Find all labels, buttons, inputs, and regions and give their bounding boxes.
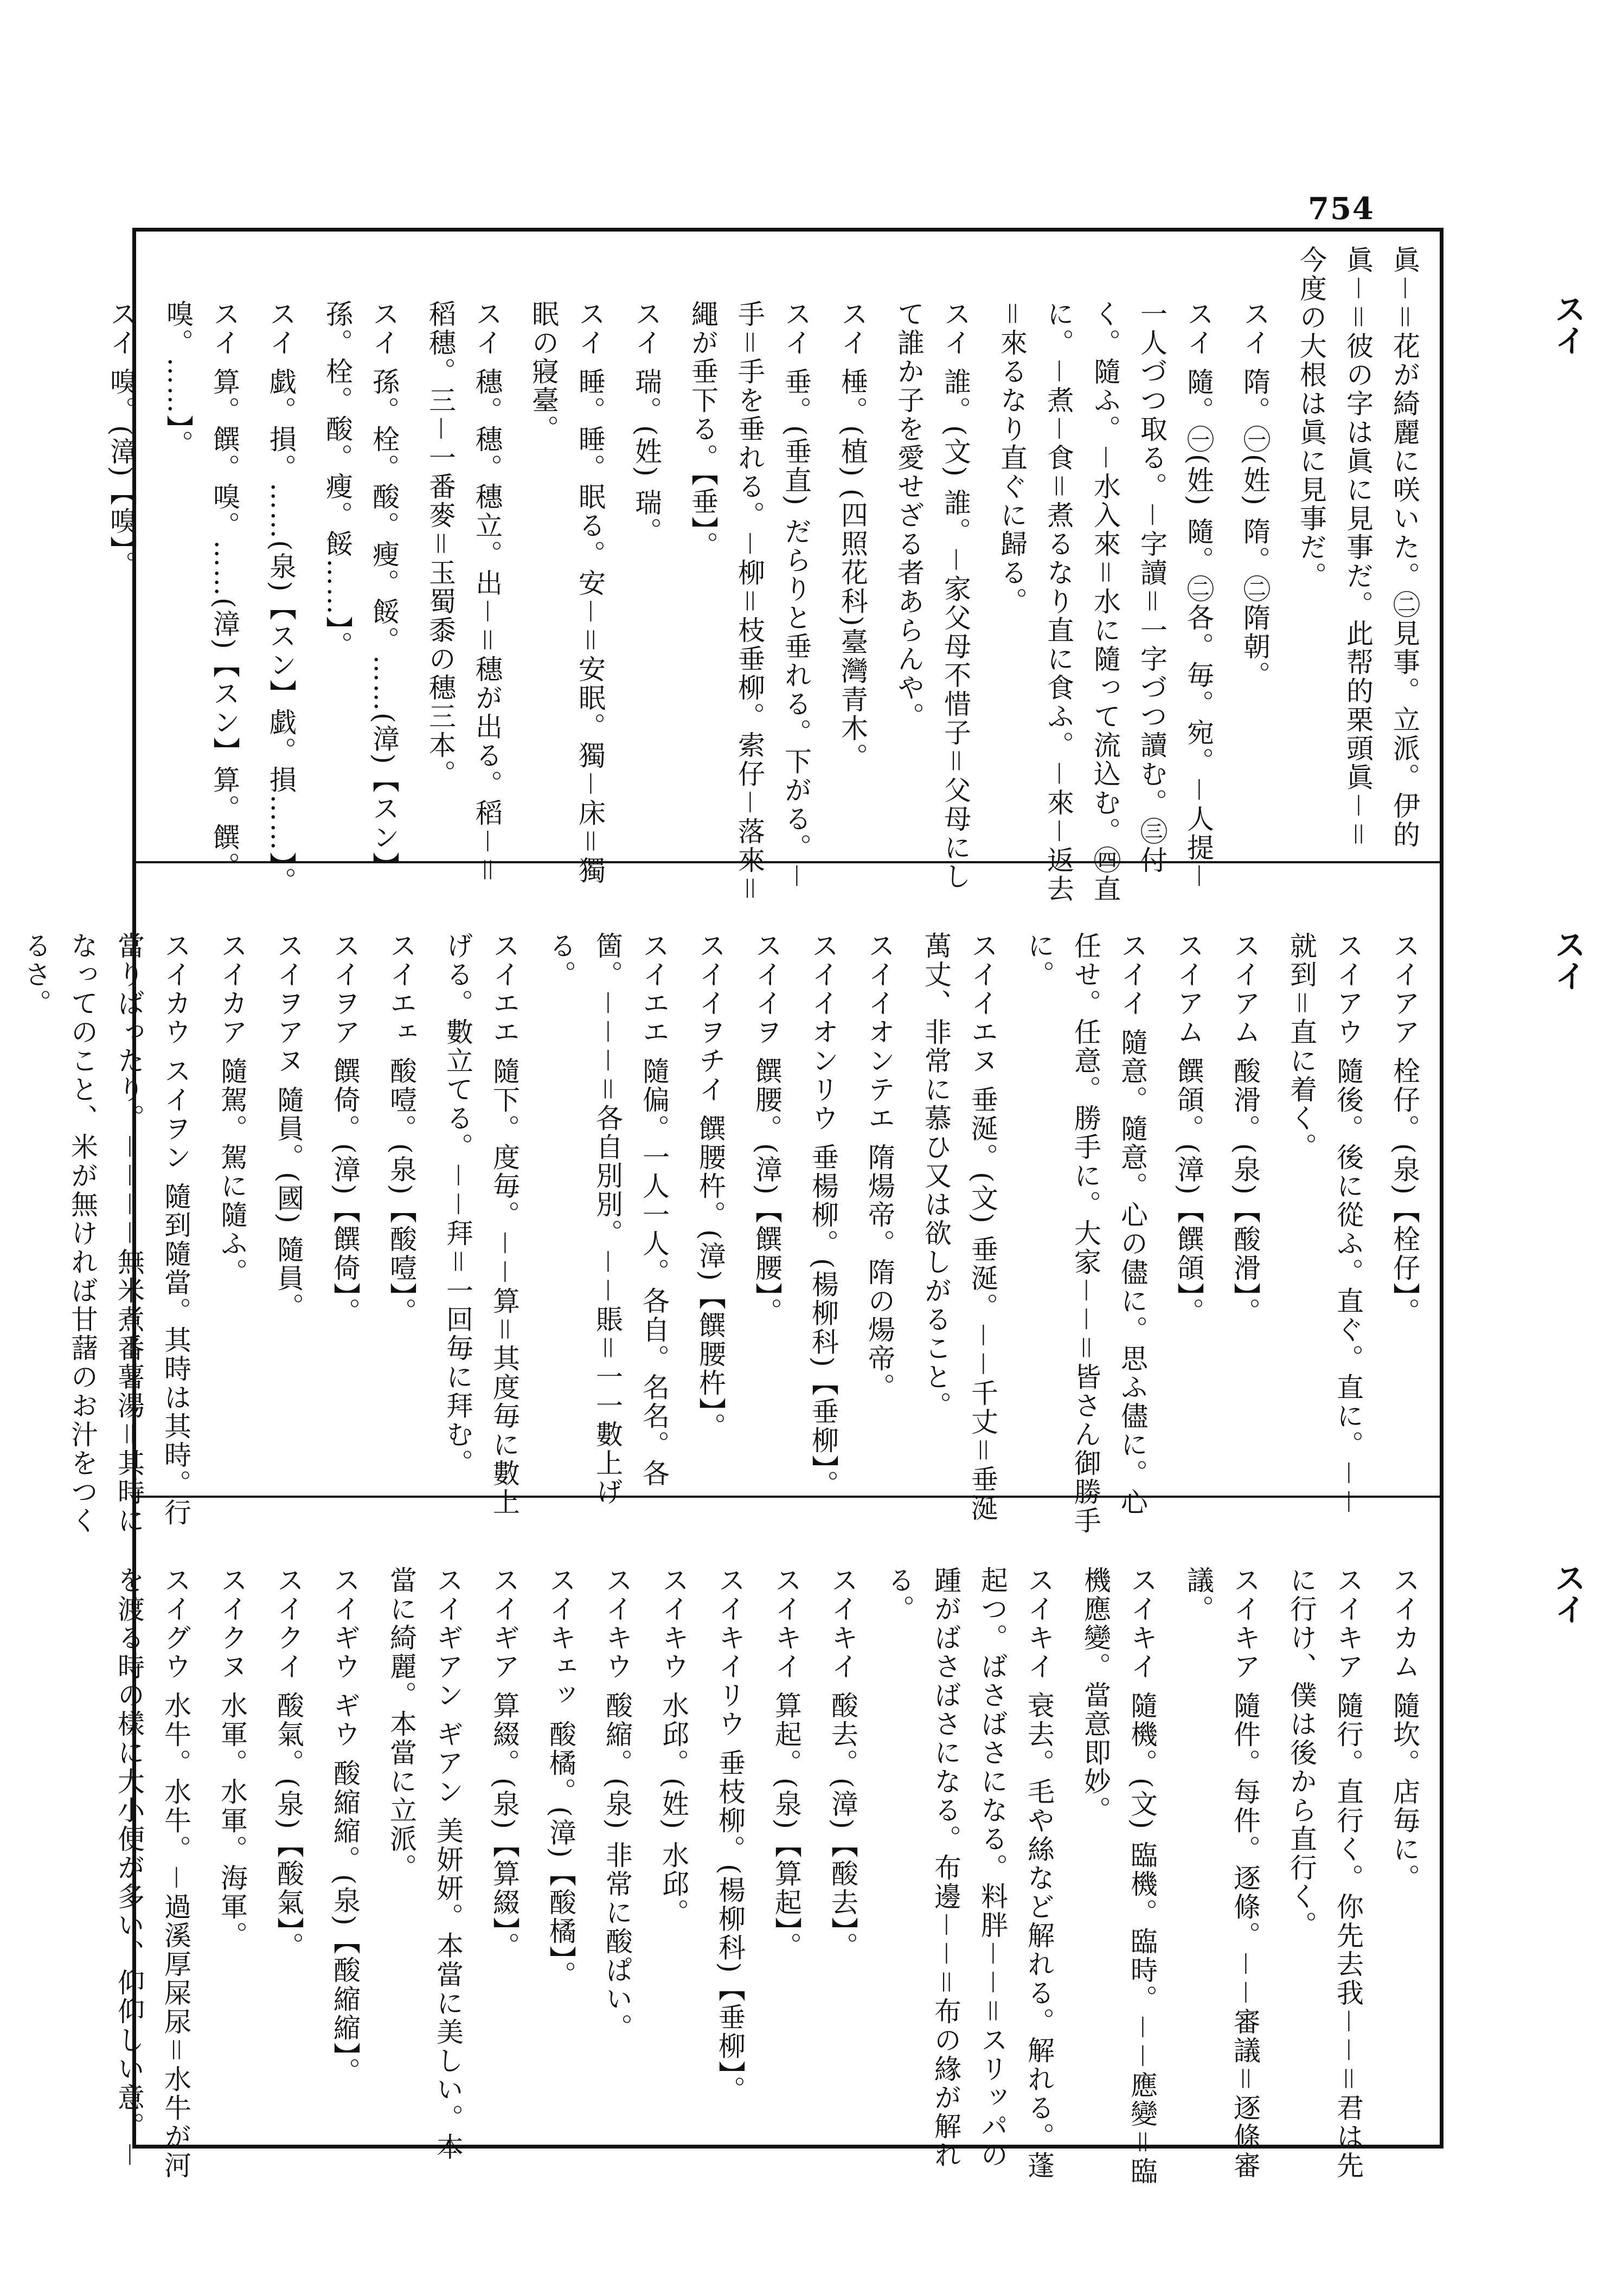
entry-columns	[113, 1512, 1428, 2186]
dictionary-entry: スイギア 算綴。(泉)【算綴】。	[489, 1566, 520, 1961]
dictionary-entry: スイ 孫。栓。酸。瘦。餒。……(漳)【スン】孫。栓。酸。瘦。餒……】。	[322, 300, 400, 881]
dictionary-entry: スイイヲ 饌腰。(漳)【饌腰】。	[751, 932, 782, 1326]
dictionary-entry: スイギウ ギウ 酸縮縮。(泉)【酸縮縮】。	[329, 1566, 361, 2086]
dictionary-entry: スイキイ 酸去。(漳)【酸去】。	[827, 1566, 858, 1961]
dictionary-entry: スイヲアヌ 隨員。(國) 隨員。	[273, 932, 304, 1322]
dictionary-entry: スイ 隨。㊀(姓) 隨。㊁各。毎。宛。－人提－一人づつ取る。－字讀＝一字づつ讀む。㊂付く。隨ふ。－水入來＝水に隨って流込む。㊃直に。－煮－食＝煮るなり直に食ふ。－來－返去＝來るなり直ぐに歸る。	[996, 300, 1214, 903]
dictionary-entry: スイカア 隨駕。駕に隨ふ。	[216, 932, 248, 1287]
dictionary-entry: スイカム 隨坎。店毎に。	[1389, 1566, 1420, 1893]
dictionary-entry: スイクヌ 水軍。水軍。海軍。	[216, 1566, 248, 1950]
dictionary-entry: スイキイリウ 垂枝柳。(楊柳科)【垂柳】。	[714, 1566, 746, 2105]
dictionary-entry: スイアム 饌頜。(漳)【饌頜】。	[1173, 932, 1204, 1326]
dictionary-entry: スイクイ 酸氣。(泉)【酸氣】。	[273, 1566, 304, 1961]
dictionary-entry: スイ 穗。穗。穗立。出－＝穗が出る。稻－＝稻穗。三－一番麥＝玉蜀黍の穗三本。	[425, 300, 503, 885]
entry-columns	[20, 877, 1428, 1535]
dictionary-entry: スイキア 隨行。直行く。你先去我－－＝君は先に行け、僕は後から直行く。	[1286, 1566, 1364, 2180]
dictionary-entry: スイ 嗅。(漳)【嗅】。	[106, 300, 137, 580]
dictionary-entry: スイ 棰。(植) (四照花科)臺灣青木。	[837, 300, 868, 772]
dictionary-entry: スイイエヌ 垂涎。(文) 垂涎。－－千丈＝垂涎萬丈、非常に慕ひ又は欲しがること。	[920, 932, 998, 1523]
dictionary-entry: スイ 瑞。(姓) 瑞。	[631, 300, 662, 546]
dictionary-entry: スイヲア 饌倚。(漳)【饌倚】。	[329, 932, 361, 1326]
dictionary-entry: スイイヲチイ 饌腰杵。(漳)【饌腰杵】。	[695, 932, 726, 1441]
dictionary-entry: スイエエ 隨偏。一人一人。各自。名名。各箇。－－－＝各自別別。－－賬＝一一數上げる。	[545, 932, 670, 1506]
dictionary-entry: スイアム 酸滑。(泉)【酸滑】。	[1229, 932, 1261, 1326]
dictionary-entry: スイイオンリウ 垂楊柳。(楊柳科)【垂柳】。	[807, 932, 839, 1499]
dictionary-entry: スイキウ 水邱。(姓) 水邱。	[658, 1566, 689, 1927]
dictionary-entry: スイ 睡。睡。眠る。安－＝安眠。獨－床＝獨眠の寢臺。	[528, 300, 606, 885]
dictionary-entry: スイ 戯。損。……(泉)【スン】戯。損……】。	[265, 300, 297, 896]
dictionary-entry: スイキイ 隨機。(文) 臨機。臨時。－－應變＝臨機應變。當意即妙。	[1080, 1566, 1158, 2186]
dictionary-entry: スイイオンテエ 隋煬帝。隋の煬帝。	[864, 932, 895, 1402]
tier-middle	[20, 863, 1440, 1535]
dictionary-entry: 眞－＝花が綺麗に咲いた。㊁見事。立派。伊的眞－＝彼の字は眞に見事だ。此帮的栗頭眞－＝今度の大根は眞に見事だ。	[1295, 246, 1420, 849]
index-tab: スイ	[1549, 1562, 1586, 1625]
entry-columns	[106, 246, 1428, 903]
dictionary-entry: スイアア 栓仔。(泉)【栓仔】。	[1389, 932, 1420, 1326]
dictionary-entry: スイキイ 衰去。毛や絲など解れる。解れる。蓬起つ。ばさばさになる。料胖－－＝スリッパの踵がばさばさになる。布邊－－＝布の緣が解れる。	[883, 1566, 1055, 2180]
dictionary-entry: スイ 隋。㊀(姓) 隋。㊁隋朝。	[1239, 300, 1271, 690]
dictionary-entry: スイグウ 水牛。水牛。－過溪厚屎尿＝水牛が河を渡る時の樣に大小便が多い、仰仰しい意。－	[113, 1566, 191, 2180]
dictionary-entry: スイアウ 隨後。後に從ふ。直ぐ。直に。－－就到＝直に着く。	[1286, 932, 1364, 1517]
dictionary-entry: スイ 誰。(文) 誰。－家父母不惜子＝父母にして誰か子を愛せざる者あらんや。	[893, 300, 971, 891]
tier-top	[106, 232, 1440, 903]
index-tab: スイ	[1549, 928, 1586, 991]
dictionary-entry: スイキイ 算起。(泉)【算起】。	[771, 1566, 802, 1961]
page-number: 754	[1308, 191, 1375, 227]
dictionary-entry: スイキウ 酸縮。(泉) 非常に酸ぱい。	[601, 1566, 633, 2042]
dictionary-entry: スイエエ 隨下。度毎。－－算＝其度毎に數上げる。數立てる。－－拜＝一回毎に拜む。	[442, 932, 520, 1517]
dictionary-entry: スイ 垂。(垂直) だらりと垂れる。下がる。－手＝手を垂れる。－柳＝枝垂柳。索仔－落來＝繩が垂下る。【垂】。	[687, 300, 812, 903]
dictionary-entry: スイカウ スイヲン 隨到隨當。其時は其時。行當りばったり。－－－－無米煮番薯湯＝其時になってのこと、米が無ければ甘藷のお汁をつくるさ。	[20, 932, 191, 1535]
dictionary-entry: スイギアン ギアン 美妍妍。本當に美しい。本當に綺麗。本當に立派。	[386, 1566, 464, 2162]
dictionary-entry: スイキア 隨件。每件。逐條。－－審議＝逐條審議。	[1183, 1566, 1261, 2180]
dictionary-entry: スイキェッ 酸橘。(漳)【酸橘】。	[545, 1566, 576, 1990]
dictionary-entry: スイ 算。饌。嗅。……(漳)【スン】算。饌。嗅。……】。	[162, 300, 240, 881]
dictionary-entry: スイエェ 酸噎。(泉)【酸噎】。	[386, 932, 417, 1326]
page-frame	[20, 228, 1444, 2186]
dictionary-entry: スイイ 隨意。隨意。心の儘に。思ふ儘に。心任せ。任意。勝手に。大家－－＝皆さん御勝手に。	[1023, 932, 1148, 1535]
tier-bottom	[113, 1498, 1440, 2186]
index-tab: スイ	[1549, 293, 1586, 356]
